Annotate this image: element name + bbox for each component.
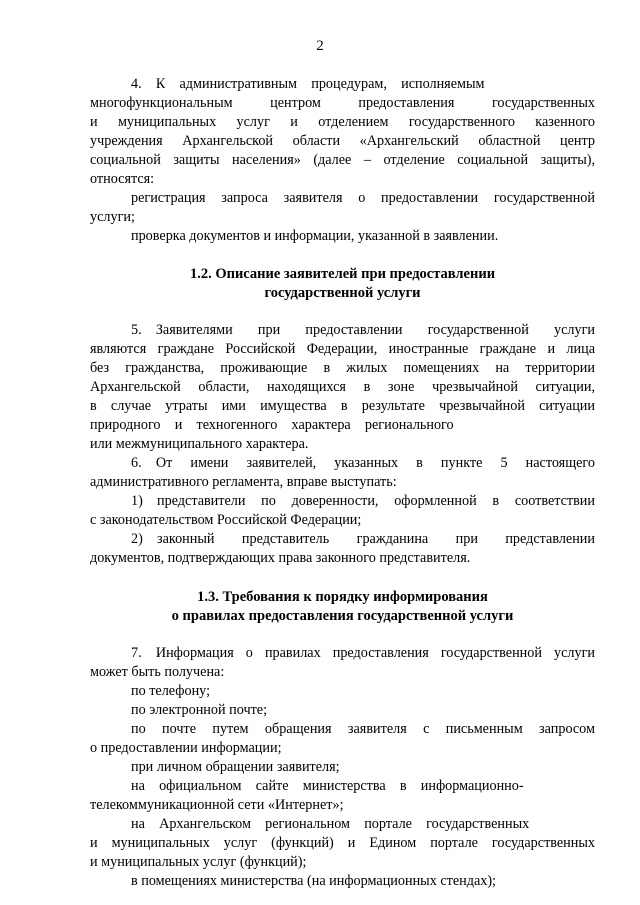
para6-line: с законодательством Российской Федерации; (90, 512, 362, 528)
para5-line: являются граждане Российской Федерации, иностранные граждане и лица (90, 341, 595, 357)
para7-line: на официальном сайте министерства в информационно- (131, 778, 524, 794)
para4-line: относятся: (90, 171, 155, 187)
section-heading: 1.2. Описание заявителей при предоставлении (189, 266, 496, 282)
para7-line: 7. Информация о правилах предоставления государственной услуги (131, 645, 595, 661)
para6-line: административного регламента, вправе выступать: (90, 474, 397, 490)
para5-line: в случае утраты ими имущества в результате чрезвычайной ситуации (90, 398, 595, 414)
para7-line: о предоставлении информации; (90, 740, 282, 756)
para7-line: по электронной почте; (131, 702, 268, 718)
para6-line: 1) представители по доверенности, оформленной в соответствии (131, 493, 595, 509)
para7-line: на Архангельском региональном портале государственных (131, 816, 530, 832)
para5-line: без гражданства, проживающие в жилых помещениях на территории (90, 360, 595, 376)
section-heading: государственной услуги (264, 285, 421, 301)
para5-line: природного и техногенного характера регионального (90, 417, 454, 433)
para7-line: и муниципальных услуг (функций); (90, 854, 307, 870)
para7-line: по почте путем обращения заявителя с письменным запросом (131, 721, 595, 737)
para7-line: телекоммуникационной сети «Интернет»; (90, 797, 344, 813)
para5-line: или межмуниципального характера. (90, 436, 309, 452)
para4-item: услуги; (90, 209, 135, 225)
section-heading: 1.3. Требования к порядку информирования (197, 589, 488, 605)
para6-line: 6. От имени заявителей, указанных в пункте 5 настоящего (131, 455, 595, 471)
para5-line: Архангельской области, находящихся в зоне чрезвычайной ситуации, (90, 379, 595, 395)
para4-line: и муниципальных услуг и отделением государственного казенного (90, 114, 595, 130)
para4-line: 4. К административным процедурам, исполняемым (131, 76, 485, 92)
para7-line: в помещениях министерства (на информационных стендах); (131, 873, 496, 889)
page-number: 2 (316, 38, 324, 54)
para7-line: по телефону; (131, 683, 211, 699)
para6-line: документов, подтверждающих права законного представителя. (90, 550, 471, 566)
para7-line: и муниципальных услуг (функций) и Едином портале государственных (90, 835, 595, 851)
para4-line: социальной защиты населения» (далее – отделение социальной защиты), (90, 152, 595, 168)
para7-line: при личном обращении заявителя; (131, 759, 340, 775)
para7-line: может быть получена: (90, 664, 225, 680)
para4-line: многофункциональным центром предоставления государственных (90, 95, 595, 111)
para6-line: 2) законный представитель гражданина при представлении (131, 531, 595, 547)
section-heading: о правилах предоставления государственной услуги (171, 608, 514, 624)
para4-item: регистрация запроса заявителя о предоставлении государственной (131, 190, 595, 206)
para4-line: учреждения Архангельской области «Архангельский областной центр (90, 133, 595, 149)
para4-item: проверка документов и информации, указанной в заявлении. (131, 228, 499, 244)
para5-line: 5. Заявителями при предоставлении государственной услуги (131, 322, 595, 338)
